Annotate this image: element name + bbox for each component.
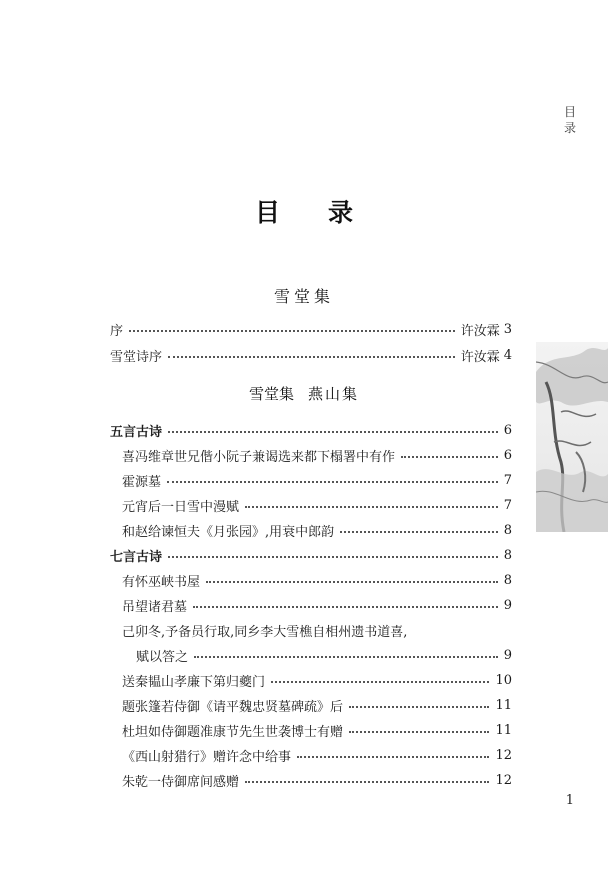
toc-row[interactable] xyxy=(122,745,512,765)
toc-entry-title: 己卯冬,予备员行取,同乡李大雪樵自相州遗书道喜, xyxy=(122,624,408,640)
toc-entry-page: 7 xyxy=(503,497,512,513)
toc-entry-title: 吊望诸君墓 xyxy=(122,599,188,615)
toc-row[interactable] xyxy=(122,670,512,690)
leader-dots xyxy=(168,556,498,558)
toc-entry-title: 喜冯维章世兄偕小阮子兼谒选来都下榻署中有作 xyxy=(122,449,396,465)
section-heading-sub: 燕山集 xyxy=(308,385,360,403)
toc-entry-page: 12 xyxy=(495,772,512,788)
leader-dots xyxy=(401,456,498,458)
page-title-char-2: 录 xyxy=(328,198,354,227)
collection-title: 雪堂集 xyxy=(273,287,334,306)
leader-dots xyxy=(271,681,489,683)
toc-row[interactable] xyxy=(122,495,512,515)
leader-dots xyxy=(194,656,498,658)
toc-entry-title: 雪堂诗序 xyxy=(110,349,163,365)
toc-entry-title: 送秦韫山孝廉下第归夔门 xyxy=(122,674,266,690)
toc-row[interactable] xyxy=(122,445,512,465)
toc-entry-page: 9 xyxy=(503,597,512,613)
toc-row-continuation[interactable] xyxy=(136,645,512,665)
section-heading-main: 雪堂集 xyxy=(248,385,294,403)
toc-entry-author: 许汝霖 xyxy=(460,349,500,365)
leader-dots xyxy=(297,756,489,758)
landscape-painting-edge xyxy=(536,342,608,532)
toc-entry-title: 杜坦如侍御题准康节先生世袭博士有赠 xyxy=(122,724,344,740)
leader-dots xyxy=(349,731,489,733)
leader-dots xyxy=(245,506,498,508)
toc-entry-page: 3 xyxy=(503,321,512,337)
toc-row-poetry-preface[interactable] xyxy=(110,345,512,365)
leader-dots xyxy=(168,431,498,433)
toc-row[interactable] xyxy=(122,770,512,790)
toc-entry-title: 元宵后一日雪中漫赋 xyxy=(122,499,240,515)
toc-row[interactable] xyxy=(122,595,512,615)
toc-entry-title: 和赵给谏恒夫《月张园》,用衰中郎韵 xyxy=(122,524,335,540)
toc-entry-title: 有怀巫峡书屋 xyxy=(122,574,201,590)
toc-entry-page: 12 xyxy=(495,747,512,763)
leader-dots xyxy=(340,531,498,533)
toc-row[interactable] xyxy=(122,620,512,640)
toc-entry-title: 朱乾一侍御席间感赠 xyxy=(122,774,240,790)
toc-entry-page: 4 xyxy=(503,347,512,363)
toc-entry-page: 6 xyxy=(503,422,512,438)
toc-entry-title: 题张篷若侍御《请平魏忠贤墓碑疏》后 xyxy=(122,699,344,715)
toc-entry-title: 霍源墓 xyxy=(122,474,162,490)
toc-entry-page: 6 xyxy=(503,447,512,463)
page-title xyxy=(0,193,608,229)
toc-entry-page: 10 xyxy=(495,672,512,688)
toc-entry-author: 许汝霖 xyxy=(460,323,500,339)
toc-row-preface[interactable] xyxy=(110,319,512,339)
toc-entry-page: 8 xyxy=(503,547,512,563)
toc-section-five-char[interactable] xyxy=(110,420,512,440)
toc-entry-title: 《西山射猎行》赠许念中给事 xyxy=(122,749,292,765)
toc-row[interactable] xyxy=(122,720,512,740)
toc-section-title: 五言古诗 xyxy=(110,424,163,440)
leader-dots xyxy=(193,606,498,608)
toc-entry-title: 序 xyxy=(110,323,124,339)
section-heading xyxy=(0,383,608,404)
toc-section-title: 七言古诗 xyxy=(110,549,163,565)
toc-entry-page: 7 xyxy=(503,472,512,488)
leader-dots xyxy=(349,706,489,708)
leader-dots xyxy=(129,330,455,332)
toc-entry-page: 8 xyxy=(503,522,512,538)
toc-row[interactable] xyxy=(122,520,512,540)
toc-entry-page: 11 xyxy=(495,697,512,713)
toc-entry-page: 8 xyxy=(503,572,512,588)
toc-entry-page: 9 xyxy=(503,647,512,663)
toc-row[interactable] xyxy=(122,570,512,590)
landscape-painting-image xyxy=(536,342,608,532)
leader-dots xyxy=(206,581,498,583)
toc-section-seven-char[interactable] xyxy=(110,545,512,565)
toc-row[interactable] xyxy=(122,470,512,490)
leader-dots xyxy=(167,481,498,483)
toc-entry-title: 赋以答之 xyxy=(136,649,189,665)
toc-entry-page: 11 xyxy=(495,722,512,738)
leader-dots xyxy=(245,781,489,783)
toc-row[interactable] xyxy=(122,695,512,715)
page-number: 1 xyxy=(565,793,574,808)
leader-dots xyxy=(168,356,455,358)
running-head: 目录 xyxy=(563,105,576,135)
page-title-char-1: 目 xyxy=(254,198,280,227)
